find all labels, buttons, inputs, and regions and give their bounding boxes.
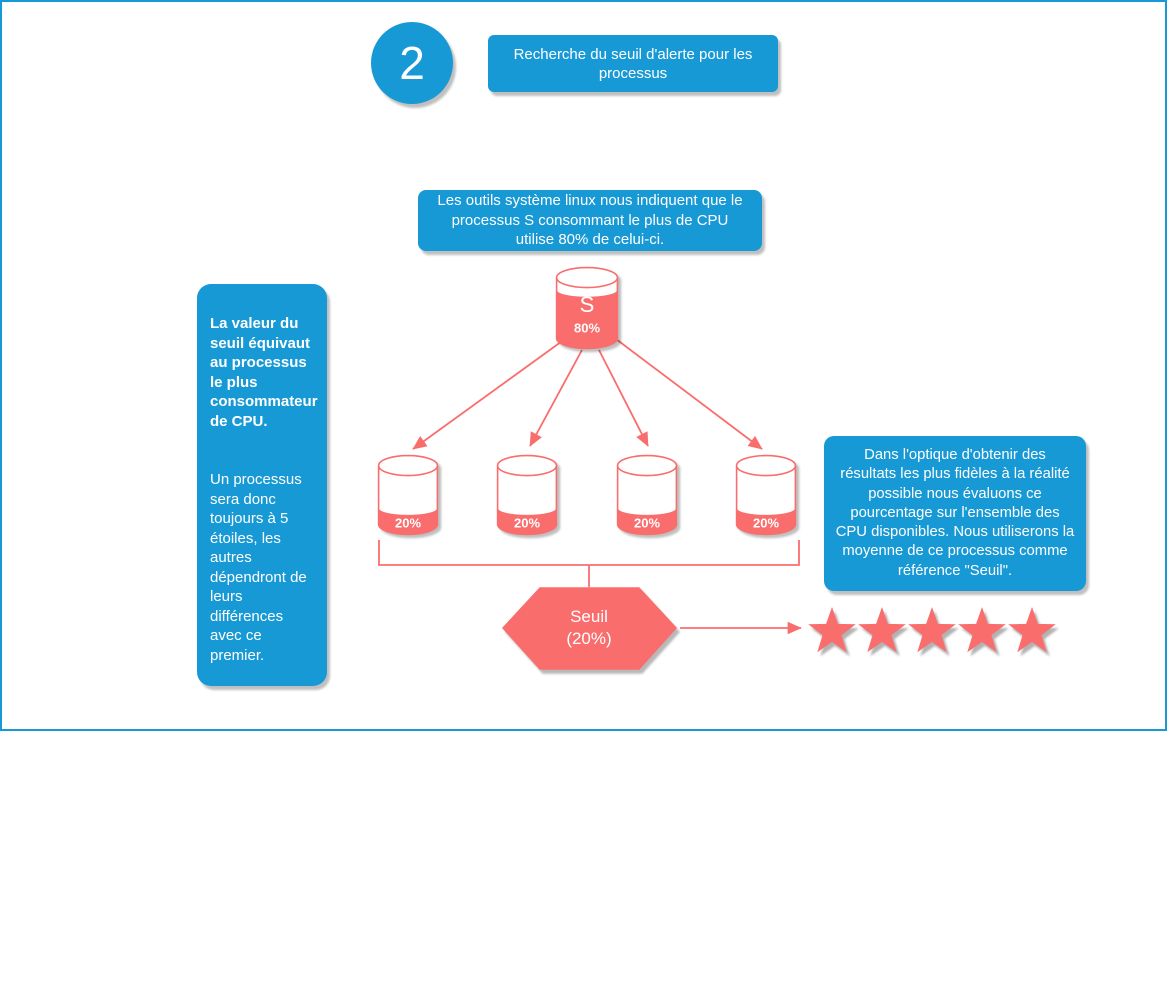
left-note-box xyxy=(197,284,327,686)
right-note-box xyxy=(824,436,1086,591)
bracket xyxy=(379,540,799,565)
step-number-badge xyxy=(371,22,453,104)
star-icon xyxy=(908,604,956,656)
left-note-secondary-text: Un processus sera donc toujours à 5 étoiles, les autres dépendront de leurs différences avec ce premier. xyxy=(210,471,307,664)
threshold-hexagon xyxy=(497,582,681,674)
threshold-label xyxy=(497,582,681,674)
threshold-label-line1: Seuil xyxy=(570,607,608,626)
title-box xyxy=(488,35,778,92)
star-icon xyxy=(958,604,1006,656)
step-number: 2 xyxy=(399,37,425,89)
fan-arrow-1 xyxy=(413,339,565,449)
cylinder-name-label: S xyxy=(579,291,595,317)
star-icon xyxy=(858,604,906,656)
cpu-cylinder-3 xyxy=(616,454,678,536)
cylinder-percent-label: 20% xyxy=(513,515,541,531)
left-note-primary-text: La valeur du seuil équivaut au processus le plus consommateur de CPU. xyxy=(210,315,318,430)
cylinder-percent-label: 80% xyxy=(573,320,601,336)
cylinder-top xyxy=(557,268,618,288)
process-cylinder-S xyxy=(555,266,619,350)
cpu-cylinder-4 xyxy=(735,454,797,536)
cylinder-percent-label: 20% xyxy=(633,515,661,531)
cpu-cylinder-2 xyxy=(496,454,558,536)
star-icon xyxy=(1008,604,1056,656)
page-title: Recherche du seuil d'alerte pour les processus xyxy=(513,45,753,82)
fan-arrow-2 xyxy=(530,350,582,446)
top-note-text: Les outils système linux nous indiquent que le processus S consommant le plus de CPU utilise 80% de celui-ci. xyxy=(437,192,743,249)
threshold-label-line2: (20%) xyxy=(566,629,612,648)
star-shape xyxy=(808,607,856,652)
star-shape xyxy=(858,607,906,652)
cylinder-top xyxy=(379,456,438,476)
star-icon xyxy=(808,604,856,656)
star-shape xyxy=(958,607,1006,652)
cylinder-top xyxy=(498,456,557,476)
right-note-text: Dans l'optique d'obtenir des résultats les plus fidèles à la réalité possible nous évaluons ce pourcentage sur l'ensemble des CPU disponibles. Nous utiliserons la moyenne de ce processus comme référence "Seuil". xyxy=(835,446,1075,579)
star-shape xyxy=(908,607,956,652)
fan-arrow-4 xyxy=(616,339,762,449)
cylinder-top xyxy=(737,456,796,476)
star-shape xyxy=(1008,607,1056,652)
stars-rating xyxy=(808,604,1056,656)
cylinder-top xyxy=(618,456,677,476)
cylinder-percent-label: 20% xyxy=(394,515,422,531)
fan-arrow-3 xyxy=(599,350,648,446)
cylinder-percent-label: 20% xyxy=(752,515,780,531)
cpu-cylinder-1 xyxy=(377,454,439,536)
top-note-box xyxy=(418,190,762,251)
